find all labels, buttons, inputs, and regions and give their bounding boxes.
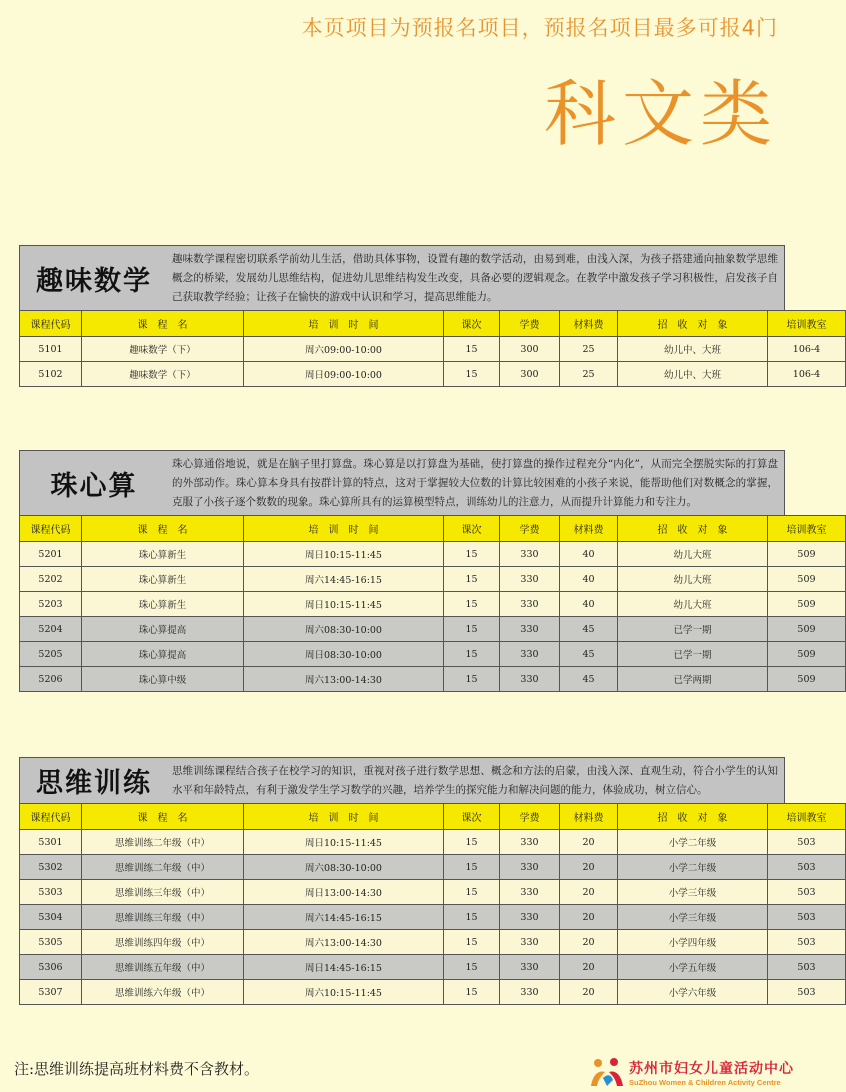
page-title: 科文类	[543, 72, 778, 156]
table-row	[20, 567, 846, 592]
logo-english-name: SuZhou Women & Children Activity Centre	[629, 1077, 781, 1087]
table-cell: 15	[444, 362, 500, 387]
column-header: 培 训 时 间	[244, 311, 444, 337]
table-cell: 幼儿大班	[618, 567, 768, 592]
table-row	[20, 830, 846, 855]
column-header: 培训教室	[768, 804, 846, 830]
section-abacus	[19, 450, 827, 692]
table-cell: 20	[560, 855, 618, 880]
table-cell: 5206	[20, 667, 82, 692]
table-row	[20, 592, 846, 617]
table-cell: 周日10:15-11:45	[244, 542, 444, 567]
table-row	[20, 880, 846, 905]
table-cell: 思维训练三年级（中）	[82, 880, 244, 905]
column-header: 课次	[444, 516, 500, 542]
table-cell: 20	[560, 955, 618, 980]
table-cell: 20	[560, 930, 618, 955]
table-cell: 思维训练三年级（中）	[82, 905, 244, 930]
table-cell: 503	[768, 855, 846, 880]
table-cell: 小学三年级	[618, 905, 768, 930]
table-cell: 503	[768, 880, 846, 905]
table-cell: 330	[500, 830, 560, 855]
table-cell: 15	[444, 667, 500, 692]
table-cell: 503	[768, 980, 846, 1005]
column-header: 材料费	[560, 804, 618, 830]
table-cell: 15	[444, 542, 500, 567]
column-header: 课程代码	[20, 311, 82, 337]
table-row	[20, 930, 846, 955]
table-cell: 小学三年级	[618, 880, 768, 905]
table-cell: 20	[560, 830, 618, 855]
table-row	[20, 855, 846, 880]
section-header	[19, 245, 785, 310]
table-header-row	[20, 311, 846, 337]
table-cell: 330	[500, 667, 560, 692]
table-cell: 幼儿中、大班	[618, 362, 768, 387]
preregistration-note: 本页项目为预报名项目，预报名项目最多可报4门	[301, 16, 778, 40]
section-description: 珠心算通俗地说，就是在脑子里打算盘。珠心算是以打算盘为基础，使打算盘的操作过程充分“内化”，从而完全摆脱实际的打算盘的外部动作。珠心算本身具有按群计算的特点，这对于掌握较大位数的计算比较困难的小孩子来说，能帮助他们对数概念的掌握，克服了小孩子逐个数数的现象。珠心算所具有的运算模型特点，训练幼儿的注意力，从而提升计算能力和专注力。	[172, 458, 778, 508]
table-cell: 周六10:15-11:45	[244, 980, 444, 1005]
table-cell: 珠心算新生	[82, 567, 244, 592]
table-cell: 周日10:15-11:45	[244, 592, 444, 617]
table-cell: 周日13:00-14:30	[244, 880, 444, 905]
table-cell: 周日14:45-16:15	[244, 955, 444, 980]
table-row	[20, 617, 846, 642]
table-cell: 509	[768, 542, 846, 567]
column-header: 课次	[444, 804, 500, 830]
table-cell: 5307	[20, 980, 82, 1005]
table-cell: 503	[768, 955, 846, 980]
table-cell: 幼儿大班	[618, 592, 768, 617]
table-cell: 20	[560, 905, 618, 930]
table-row	[20, 905, 846, 930]
table-cell: 小学六年级	[618, 980, 768, 1005]
table-cell: 20	[560, 980, 618, 1005]
table-cell: 15	[444, 642, 500, 667]
table-cell: 509	[768, 592, 846, 617]
table-cell: 思维训练二年级（中）	[82, 855, 244, 880]
table-cell: 503	[768, 930, 846, 955]
table-cell: 5204	[20, 617, 82, 642]
table-cell: 503	[768, 905, 846, 930]
table-cell: 300	[500, 362, 560, 387]
table-cell: 330	[500, 567, 560, 592]
column-header: 培 训 时 间	[244, 804, 444, 830]
section-title: 趣味数学	[36, 265, 152, 297]
column-header: 培 训 时 间	[244, 516, 444, 542]
table-cell: 珠心算中级	[82, 667, 244, 692]
table-cell: 思维训练四年级（中）	[82, 930, 244, 955]
table-cell: 509	[768, 617, 846, 642]
table-cell: 5102	[20, 362, 82, 387]
table-cell: 330	[500, 642, 560, 667]
column-header: 材料费	[560, 311, 618, 337]
column-header: 材料费	[560, 516, 618, 542]
table-cell: 20	[560, 880, 618, 905]
column-header: 培训教室	[768, 516, 846, 542]
table-cell: 周日09:00-10:00	[244, 362, 444, 387]
table-cell: 330	[500, 617, 560, 642]
column-header: 招 收 对 象	[618, 804, 768, 830]
table-cell: 趣味数学（下）	[82, 337, 244, 362]
table-row	[20, 642, 846, 667]
table-cell: 周六09:00-10:00	[244, 337, 444, 362]
table-cell: 小学二年级	[618, 830, 768, 855]
table-cell: 330	[500, 592, 560, 617]
table-cell: 5101	[20, 337, 82, 362]
table-cell: 周六08:30-10:00	[244, 617, 444, 642]
table-cell: 5306	[20, 955, 82, 980]
table-cell: 思维训练二年级（中）	[82, 830, 244, 855]
table-header-row	[20, 804, 846, 830]
table-cell: 106-4	[768, 362, 846, 387]
table-cell: 珠心算提高	[82, 642, 244, 667]
column-header: 培训教室	[768, 311, 846, 337]
table-cell: 周六13:00-14:30	[244, 667, 444, 692]
table-cell: 15	[444, 905, 500, 930]
column-header: 课程代码	[20, 804, 82, 830]
section-title-box	[20, 758, 168, 803]
table-cell: 330	[500, 855, 560, 880]
table-cell: 15	[444, 980, 500, 1005]
table-cell: 40	[560, 592, 618, 617]
table-cell: 330	[500, 980, 560, 1005]
section-description: 思维训练课程结合孩子在校学习的知识，重视对孩子进行数学思想、概念和方法的启蒙，由浅入深、直观生动，符合小学生的认知水平和年龄特点，有利于激发学生学习数学的兴趣，培养学生的探究能力和解决问题的能力，体验成功，树立信心。	[172, 765, 778, 796]
column-header: 课次	[444, 311, 500, 337]
column-header: 课程代码	[20, 516, 82, 542]
table-header-row	[20, 516, 846, 542]
table-row	[20, 337, 846, 362]
table-cell: 509	[768, 667, 846, 692]
table-cell: 已学两期	[618, 667, 768, 692]
table-cell: 25	[560, 362, 618, 387]
table-cell: 周六14:45-16:15	[244, 905, 444, 930]
table-cell: 330	[500, 905, 560, 930]
section-header	[19, 450, 785, 515]
table-cell: 40	[560, 567, 618, 592]
table-cell: 5201	[20, 542, 82, 567]
table-cell: 5205	[20, 642, 82, 667]
table-cell: 珠心算新生	[82, 592, 244, 617]
table-cell: 已学一期	[618, 617, 768, 642]
section-title-box	[20, 451, 168, 515]
column-header: 课 程 名	[82, 311, 244, 337]
table-cell: 5305	[20, 930, 82, 955]
table-cell: 330	[500, 542, 560, 567]
table-cell: 15	[444, 855, 500, 880]
column-header: 课 程 名	[82, 804, 244, 830]
logo-text	[629, 1058, 794, 1087]
table-cell: 25	[560, 337, 618, 362]
table-cell: 15	[444, 567, 500, 592]
table-cell: 5302	[20, 855, 82, 880]
column-header: 招 收 对 象	[618, 516, 768, 542]
table-cell: 509	[768, 642, 846, 667]
table-cell: 小学二年级	[618, 855, 768, 880]
table-row	[20, 542, 846, 567]
table-row	[20, 667, 846, 692]
table-cell: 周日10:15-11:45	[244, 830, 444, 855]
column-header: 学费	[500, 311, 560, 337]
column-header: 学费	[500, 516, 560, 542]
table-cell: 45	[560, 642, 618, 667]
table-cell: 45	[560, 667, 618, 692]
logo-chinese-name: 苏州市妇女儿童活动中心	[629, 1060, 794, 1077]
table-cell: 15	[444, 617, 500, 642]
logo-figures-icon	[589, 1056, 625, 1088]
course-table	[19, 515, 846, 692]
column-header: 课 程 名	[82, 516, 244, 542]
table-cell: 趣味数学（下）	[82, 362, 244, 387]
footer-note: 注:思维训练提高班材料费不含教材。	[14, 1060, 260, 1078]
table-cell: 15	[444, 592, 500, 617]
section-header	[19, 757, 785, 803]
table-cell: 5301	[20, 830, 82, 855]
table-cell: 15	[444, 930, 500, 955]
table-cell: 503	[768, 830, 846, 855]
table-cell: 330	[500, 880, 560, 905]
table-cell: 周六14:45-16:15	[244, 567, 444, 592]
table-cell: 15	[444, 337, 500, 362]
table-cell: 15	[444, 880, 500, 905]
section-description: 趣味数学课程密切联系学前幼儿生活，借助具体事物，设置有趣的数学活动，由易到难，由浅入深，为孩子搭建通向抽象数学思维概念的桥梁，发展幼儿思维结构，促进幼儿思维结构发生改变，具备必要的逻辑观念。在教学中激发孩子学习积极性，启发孩子自己获取教学经验；让孩子在愉快的游戏中认识和学习，提高思维能力。	[172, 253, 778, 303]
table-cell: 509	[768, 567, 846, 592]
section-title-box	[20, 246, 168, 310]
column-header: 学费	[500, 804, 560, 830]
table-cell: 思维训练六年级（中）	[82, 980, 244, 1005]
table-cell: 5304	[20, 905, 82, 930]
table-cell: 幼儿大班	[618, 542, 768, 567]
table-cell: 5203	[20, 592, 82, 617]
course-table	[19, 803, 846, 1005]
course-table	[19, 310, 846, 387]
section-fun-math	[19, 245, 827, 387]
section-title: 思维训练	[36, 768, 152, 799]
table-cell: 330	[500, 955, 560, 980]
table-cell: 小学五年级	[618, 955, 768, 980]
table-cell: 5303	[20, 880, 82, 905]
table-cell: 15	[444, 955, 500, 980]
table-cell: 5202	[20, 567, 82, 592]
table-cell: 思维训练五年级（中）	[82, 955, 244, 980]
table-cell: 小学四年级	[618, 930, 768, 955]
table-cell: 300	[500, 337, 560, 362]
table-row	[20, 980, 846, 1005]
table-row	[20, 362, 846, 387]
table-cell: 周六13:00-14:30	[244, 930, 444, 955]
column-header: 招 收 对 象	[618, 311, 768, 337]
section-thinking-training	[19, 757, 827, 1005]
table-cell: 已学一期	[618, 642, 768, 667]
section-title: 珠心算	[50, 470, 138, 502]
table-cell: 330	[500, 930, 560, 955]
table-cell: 45	[560, 617, 618, 642]
table-cell: 106-4	[768, 337, 846, 362]
table-cell: 周六08:30-10:00	[244, 855, 444, 880]
table-cell: 15	[444, 830, 500, 855]
table-cell: 珠心算新生	[82, 542, 244, 567]
table-row	[20, 955, 846, 980]
table-cell: 幼儿中、大班	[618, 337, 768, 362]
organization-logo	[589, 1056, 794, 1088]
table-cell: 40	[560, 542, 618, 567]
table-cell: 周日08:30-10:00	[244, 642, 444, 667]
table-cell: 珠心算提高	[82, 617, 244, 642]
